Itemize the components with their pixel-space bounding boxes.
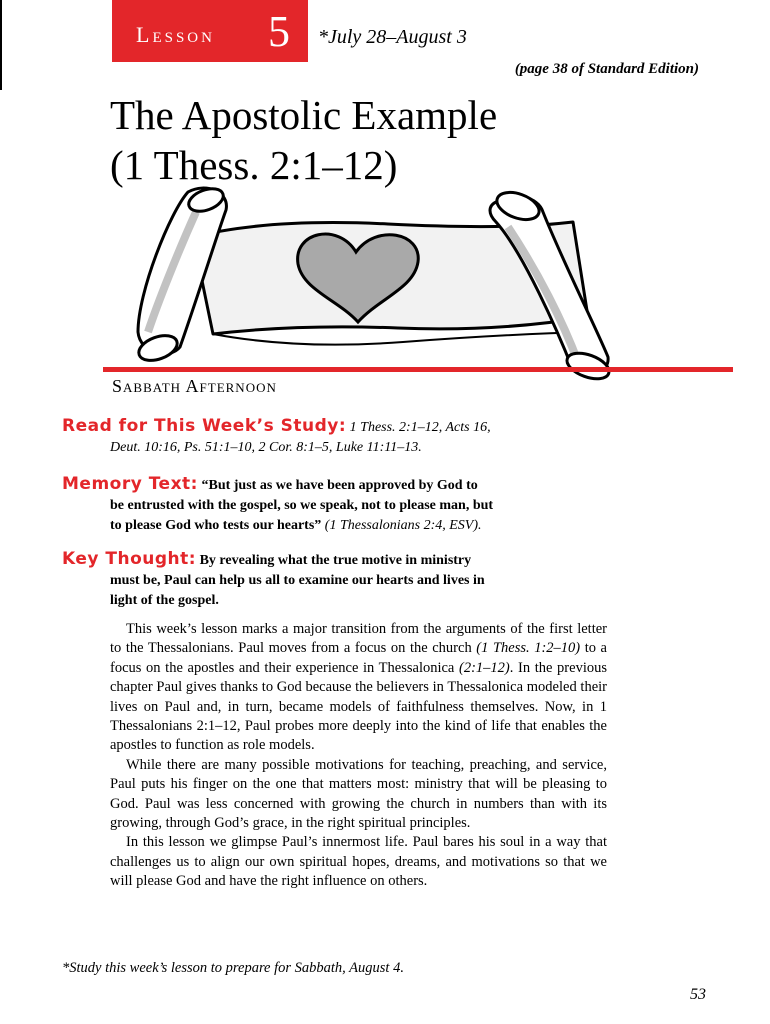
body-ref-2: (2:1–12) xyxy=(459,659,510,676)
body-ref-1: (1 Thess. 1:2–10) xyxy=(476,640,581,657)
section-divider xyxy=(103,367,733,372)
title-line-1: The Apostolic Example xyxy=(110,92,498,138)
edition-note: (page 38 of Standard Edition) xyxy=(514,61,699,77)
memory-line-2: be entrusted with the gospel, so we speak, not to please man, but xyxy=(110,498,494,513)
title-line-2: (1 Thess. 2:1–12) xyxy=(110,142,398,188)
left-margin-rule xyxy=(0,0,2,90)
body-paragraph-2: While there are many possible motivations for teaching, preaching, and service, Paul puts his finger on the one that matters most: ministry that will be pleasing to God. Paul was less concerned with growing the church in numbers than with its growing, through God’s grace, in the right spiritual principles. xyxy=(110,756,607,832)
memory-line-3: to please God who tests our hearts” xyxy=(110,518,322,533)
scroll-paper-edge xyxy=(213,332,590,345)
read-refs-line-1: 1 Thess. 2:1–12, Acts 16, xyxy=(349,420,491,435)
lesson-badge xyxy=(112,0,308,62)
lesson-label: Lesson xyxy=(136,22,215,47)
lesson-body xyxy=(110,620,607,892)
page-number: 53 xyxy=(690,986,706,1003)
key-label: Key Thought: xyxy=(62,549,197,569)
memory-label: Memory Text: xyxy=(62,474,198,494)
read-label: Read for This Week’s Study: xyxy=(62,416,347,436)
lesson-dates: *July 28–August 3 xyxy=(318,26,467,48)
key-line-3: light of the gospel. xyxy=(110,593,219,608)
memory-reference: (1 Thessalonians 2:4, ESV). xyxy=(324,518,482,533)
lesson-number: 5 xyxy=(268,7,290,56)
section-heading: Sabbath Afternoon xyxy=(112,376,277,396)
scroll-heart-illustration xyxy=(118,182,678,382)
memory-line-1: “But just as we have been approved by God to xyxy=(201,478,478,493)
key-thought xyxy=(62,549,607,611)
body-paragraph-1: This week’s lesson marks a major transition from the arguments of the first letter to the Thessalonians. Paul moves from a focus on the church (1 Thess. 1:2–10) to a focus on the apostles and their experience in Thessalonica (2:1–12). In the previous chapter Paul gives thanks to God because the believers in Thessalonica modeled their lives on Paul and, in turn, became models of faithfulness themselves. Now, in 1 Thessalonians 2:1–12, Paul probes more deeply into the kind of life that enables the apostles to function as role models. xyxy=(110,621,607,754)
key-line-2: must be, Paul can help us all to examine our hearts and lives in xyxy=(110,573,485,588)
body-paragraph-3: In this lesson we glimpse Paul’s innermost life. Paul bares his soul in a way that challenges us to align our own spiritual hopes, dreams, and motivations so that we will please God and have the right influence on others. xyxy=(110,834,607,890)
footnote: *Study this week’s lesson to prepare for Sabbath, August 4. xyxy=(62,960,404,976)
read-refs-line-2: Deut. 10:16, Ps. 51:1–10, 2 Cor. 8:1–5, Luke 11:11–13. xyxy=(110,440,422,455)
page-title xyxy=(110,90,497,190)
memory-text xyxy=(62,474,607,536)
read-for-study xyxy=(62,416,607,458)
key-line-1: By revealing what the true motive in ministry xyxy=(199,553,472,568)
